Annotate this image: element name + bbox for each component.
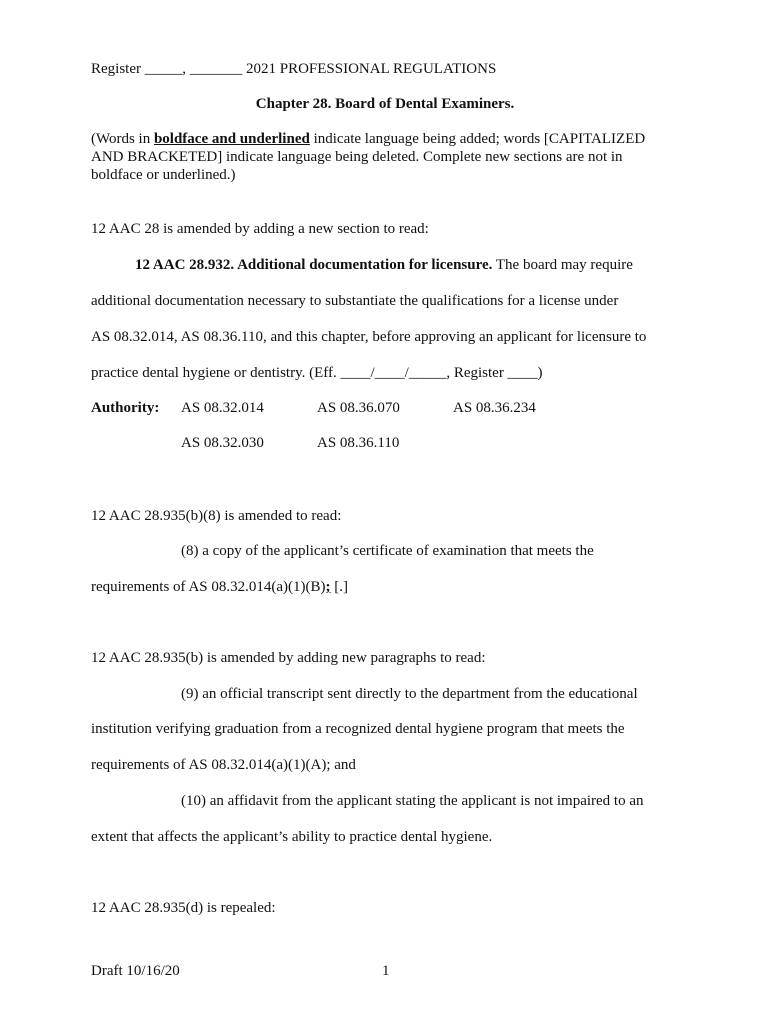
authority-cite: AS 08.36.070: [317, 400, 400, 416]
register-line: Register _____, _______ 2021 PROFESSIONAL REGULATIONS: [91, 61, 497, 77]
paragraph-9-line3: requirements of AS 08.32.014(a)(1)(A); and: [91, 757, 356, 773]
notice-bold-underlined: boldface and underlined: [153, 131, 310, 147]
section1-line3: AS 08.32.014, AS 08.36.110, and this chapter, before approving an applicant for licensure to: [91, 329, 647, 345]
deleted-text: [.]: [330, 579, 349, 595]
authority-cite: AS 08.32.014: [181, 400, 264, 416]
section2-line2-pre: requirements of AS 08.32.014(a)(1)(B): [91, 579, 326, 595]
authority-label: Authority:: [91, 400, 160, 416]
notice-paragraph: [91, 130, 671, 184]
authority-cite: AS 08.36.110: [317, 435, 400, 451]
notice-pre: (Words in: [91, 131, 154, 147]
section1-heading-line: [135, 256, 633, 274]
notice-post: indicate language being added; words [CAPITALIZED AND BRACKETED] indicate language being deleted. Complete new sections are not in boldface or underlined.): [91, 131, 646, 183]
chapter-title: Chapter 28. Board of Dental Examiners.: [255, 96, 515, 112]
section1-line1-rest: The board may require: [492, 257, 633, 273]
paragraph-9-line2: institution verifying graduation from a recognized dental hygiene program that meets the: [91, 721, 625, 737]
page-number: 1: [382, 963, 390, 979]
section4-intro: 12 AAC 28.935(d) is repealed:: [91, 900, 276, 916]
section1-line2: additional documentation necessary to substantiate the qualifications for a license under: [91, 293, 619, 309]
section-heading: 12 AAC 28.932. Additional documentation for licensure.: [135, 257, 493, 273]
paragraph-9-line1: (9) an official transcript sent directly to the department from the educational: [181, 686, 638, 702]
section1-line4: practice dental hygiene or dentistry. (Eff. ____/____/_____, Register ____): [91, 365, 543, 381]
section2-line1: (8) a copy of the applicant’s certificate of examination that meets the: [181, 543, 594, 559]
paragraph-10-line1: (10) an affidavit from the applicant stating the applicant is not impaired to an: [181, 793, 644, 809]
paragraph-10-line2: extent that affects the applicant’s ability to practice dental hygiene.: [91, 829, 493, 845]
section2-line2: [91, 578, 348, 596]
authority-cite: AS 08.32.030: [181, 435, 264, 451]
section2-intro: 12 AAC 28.935(b)(8) is amended to read:: [91, 508, 342, 524]
footer-draft-date: Draft 10/16/20: [91, 963, 180, 979]
section1-intro: 12 AAC 28 is amended by adding a new section to read:: [91, 221, 429, 237]
added-text: ;: [325, 579, 331, 595]
section3-intro: 12 AAC 28.935(b) is amended by adding new paragraphs to read:: [91, 650, 486, 666]
authority-cite: AS 08.36.234: [453, 400, 536, 416]
